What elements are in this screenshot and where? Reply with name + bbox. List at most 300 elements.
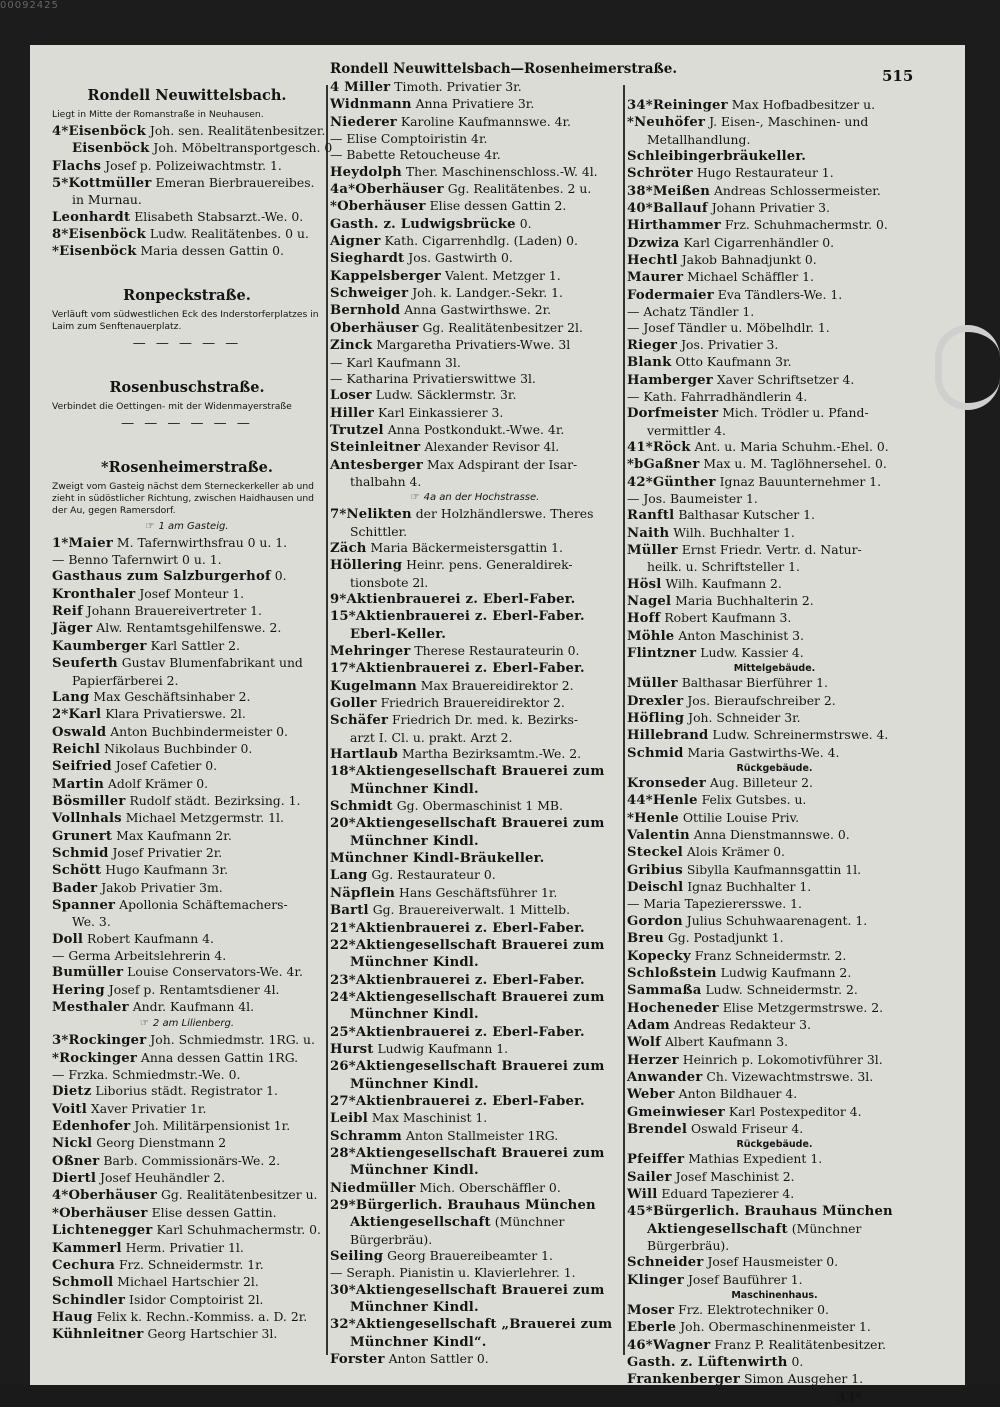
- entry-details: Anton Sattler 0.: [384, 1351, 489, 1367]
- entry-name: Schloßstein: [627, 965, 717, 981]
- entry-name: Forster: [330, 1352, 385, 1368]
- entry-name: Münchner Kindl.: [350, 1007, 479, 1023]
- directory-entry: [627, 304, 922, 320]
- entry-list: [330, 506, 620, 1368]
- directory-entry: [52, 175, 322, 192]
- entry-details: Ignaz Buchhalter 1.: [683, 879, 812, 895]
- entry-name: 5*Kottmüller: [52, 176, 152, 192]
- entry-details: Joh. Obermaschinenmeister 1.: [676, 1319, 871, 1335]
- directory-entry: [330, 457, 620, 474]
- entry-name: 8*Eisenböck: [52, 227, 146, 243]
- entry-details: heilk. u. Schriftsteller 1.: [647, 559, 800, 575]
- entry-details: Xaver Privatier 1r.: [86, 1100, 207, 1116]
- directory-entry: [52, 1326, 322, 1343]
- entry-name: 23*Aktienbrauerei z. Eberl-Faber.: [330, 972, 585, 988]
- directory-entry: [627, 1371, 922, 1388]
- entry-details: — Karl Kaufmann 3l.: [330, 354, 461, 370]
- directory-entry: [627, 745, 922, 762]
- directory-entry: [330, 114, 620, 131]
- entry-details: — Jos. Baumeister 1.: [627, 490, 758, 506]
- street-note: Verbindet die Oettingen- mit der Widenmayerstraße: [52, 400, 292, 412]
- section-marker-label: 1 am Gasteig.: [158, 520, 229, 532]
- directory-entry: [627, 610, 922, 627]
- directory-entry: [627, 269, 922, 286]
- entry-details: Josef Hausmeister 0.: [703, 1254, 839, 1270]
- directory-entry: [627, 593, 922, 610]
- directory-entry: [52, 552, 322, 568]
- entry-name: Gribius: [627, 862, 683, 878]
- entry-details: Gg. Realitätenbesitzer u.: [157, 1187, 318, 1203]
- directory-entry: [52, 793, 322, 810]
- entry-name: Müller: [627, 676, 678, 692]
- directory-entry: [627, 1151, 922, 1168]
- directory-entry: [52, 1309, 322, 1326]
- printer-signature: 33*: [836, 1389, 862, 1406]
- directory-entry: [330, 557, 620, 574]
- entry-name: Herzer: [627, 1052, 679, 1068]
- directory-entry: [627, 423, 922, 439]
- directory-entry: [627, 810, 922, 827]
- directory-entry: [52, 758, 322, 775]
- directory-entry: [52, 1187, 322, 1204]
- entry-name: 4 Miller: [330, 80, 391, 95]
- column-rule-1: [326, 85, 328, 1355]
- entry-details: Alexander Revisor 4l.: [420, 439, 560, 455]
- entry-name: Kopecky: [627, 948, 691, 964]
- directory-entry: [330, 678, 620, 695]
- entry-name: Sailer: [627, 1169, 672, 1185]
- directory-page: [30, 45, 965, 1406]
- directory-entry: [52, 880, 322, 897]
- directory-entry: [627, 1104, 922, 1121]
- entry-name: Maurer: [627, 270, 684, 286]
- entry-name: Niederer: [330, 114, 397, 130]
- entry-name: Breu: [627, 931, 664, 947]
- dash-separator: — — — — — —: [121, 415, 253, 431]
- entry-name: 4*Eisenböck: [52, 124, 146, 139]
- entry-name: Hering: [52, 982, 105, 998]
- entry-name: 28*Aktiengesellschaft Brauerei zum: [330, 1145, 605, 1161]
- entry-name: Eberl-Keller.: [350, 626, 446, 642]
- entry-details: Ignaz Bauunternehmer 1.: [715, 473, 882, 489]
- entry-details: Julius Schuhwaarenagent. 1.: [682, 912, 868, 928]
- entry-name: Bösmiller: [52, 793, 126, 809]
- street-heading: Ronpeckstraße.: [123, 286, 251, 304]
- directory-entry: [627, 354, 922, 371]
- entry-details: Therese Restaurateurin 0.: [410, 643, 580, 658]
- entry-details: Josef Privatier 2r.: [108, 844, 223, 860]
- directory-entry: [627, 1169, 922, 1186]
- entry-name: Diertl: [52, 1171, 97, 1187]
- entry-details: Kath. Cigarrenhdlg. (Laden) 0.: [380, 233, 578, 249]
- directory-entry: [627, 576, 922, 593]
- directory-entry: [52, 999, 322, 1016]
- directory-entry: [330, 867, 620, 884]
- entry-name: Kronthaler: [52, 586, 136, 602]
- directory-entry: [627, 474, 922, 491]
- entry-name: Hösl: [627, 576, 662, 592]
- directory-entry: [330, 320, 620, 337]
- entry-details: Jos. Gastwirth 0.: [404, 250, 513, 266]
- entry-name: Hillebrand: [627, 728, 709, 744]
- directory-entry: [627, 132, 922, 148]
- entry-name: Moser: [627, 1303, 675, 1319]
- entry-name: Flintzner: [627, 646, 697, 661]
- directory-entry: [330, 989, 620, 1006]
- entry-details: Albert Kaufmann 3.: [661, 1034, 789, 1050]
- directory-entry: [52, 1135, 322, 1152]
- entry-name: 34*Reininger: [627, 98, 728, 113]
- building-subheading: Rückgebäude.: [736, 1139, 813, 1151]
- directory-entry: [330, 1006, 620, 1023]
- directory-entry: [627, 1337, 922, 1354]
- directory-entry: [52, 209, 322, 226]
- directory-entry: [627, 775, 922, 792]
- entry-details: Felix Gutsbes. u.: [697, 792, 807, 808]
- entry-name: Aktiengesellschaft: [647, 1221, 788, 1237]
- entry-name: Schmidt: [330, 799, 393, 815]
- entry-details: Bürgerbräu).: [647, 1238, 730, 1253]
- directory-entry: [330, 285, 620, 302]
- entry-details: Anton Maschinist 3.: [674, 627, 804, 643]
- entry-details: Karl Cigarrenhändler 0.: [679, 234, 835, 250]
- entry-name: 18*Aktiengesellschaft Brauerei zum: [330, 764, 605, 780]
- directory-entry: [627, 1121, 922, 1138]
- entry-details: Friedrich Brauereidirektor 2.: [376, 695, 565, 711]
- entry-name: 38*Meißen: [627, 183, 711, 199]
- entry-details: Wilh. Kaufmann 2.: [661, 575, 782, 591]
- entry-details: Ant. u. Maria Schuhm.-Ehel. 0.: [690, 438, 889, 454]
- entry-details: Josef Cafetier 0.: [111, 758, 218, 774]
- entry-details: vermittler 4.: [647, 422, 726, 438]
- entry-name: Steinleitner: [330, 440, 421, 456]
- entry-name: Schindler: [52, 1292, 126, 1308]
- entry-name: Niedmüller: [330, 1180, 416, 1196]
- entry-list: [627, 1151, 922, 1289]
- entry-name: Gordon: [627, 913, 683, 929]
- pointing-hand-icon: ☞: [139, 1018, 149, 1030]
- entry-details: Emeran Bierbrauereibes.: [151, 175, 315, 191]
- entry-details: — Seraph. Pianistin u. Klavierlehrer. 1.: [330, 1265, 576, 1281]
- directory-entry: [627, 542, 922, 559]
- entry-details: — Elise Comptoiristin 4r.: [330, 131, 488, 147]
- page-tab-clip: [935, 325, 1000, 410]
- directory-entry: [627, 844, 922, 861]
- entry-name: Gmeinwieser: [627, 1104, 725, 1120]
- directory-entry: [52, 586, 322, 603]
- directory-entry: [330, 96, 620, 113]
- entry-name: Schmoll: [52, 1275, 114, 1291]
- entry-details: Josef Maschinist 2.: [671, 1168, 795, 1184]
- scan-reference-number: 00092425: [0, 0, 59, 11]
- directory-entry: [627, 982, 922, 999]
- entry-name: Rieger: [627, 337, 678, 353]
- directory-entry: [330, 1093, 620, 1110]
- directory-entry: [330, 302, 620, 319]
- entry-details: Johann Brauereivertreter 1.: [82, 603, 262, 619]
- entry-details: Josef Monteur 1.: [135, 585, 245, 601]
- directory-entry: [330, 268, 620, 285]
- entry-name: Brendel: [627, 1121, 688, 1137]
- entry-details: Aug. Billeteur 2.: [705, 775, 813, 791]
- entry-details: Gg. Obermaschinist 1 MB.: [392, 798, 563, 814]
- entry-name: Schleibingerbräukeller.: [627, 149, 807, 165]
- entry-name: Hiller: [330, 405, 375, 421]
- directory-entry: [627, 1069, 922, 1086]
- entry-name: Seifried: [52, 759, 112, 775]
- directory-entry: [627, 320, 922, 336]
- entry-details: Elise dessen Gattin.: [147, 1204, 277, 1220]
- directory-entry: [330, 885, 620, 902]
- directory-entry: [330, 1180, 620, 1197]
- entry-details: Jakob Privatier 3m.: [97, 879, 223, 895]
- directory-entry: [627, 1052, 922, 1069]
- entry-details: Balthasar Bierführer 1.: [677, 675, 828, 691]
- entry-details: Maria Buchhalterin 2.: [671, 592, 814, 608]
- directory-entry: [330, 79, 620, 96]
- entry-details: Robert Kaufmann 3.: [660, 610, 792, 626]
- entry-details: Rudolf städt. Bezirksing. 1.: [125, 792, 301, 808]
- directory-entry: [330, 1058, 620, 1075]
- directory-entry: [627, 183, 922, 200]
- directory-entry: [627, 675, 922, 692]
- directory-entry: [330, 746, 620, 763]
- directory-entry: [627, 1186, 922, 1203]
- directory-entry: [627, 1319, 922, 1336]
- entry-details: Sibylla Kaufmannsgattin 1l.: [682, 861, 862, 877]
- entry-details: Barb. Commissionärs-We. 2.: [99, 1152, 281, 1168]
- entry-name: Münchner Kindl.: [350, 1163, 479, 1179]
- directory-entry: [330, 422, 620, 439]
- entry-name: Dietz: [52, 1084, 92, 1100]
- entry-details: Simon Ausgeher 1.: [740, 1371, 864, 1387]
- entry-details: Karl Schuhmachermstr. 0.: [152, 1222, 321, 1238]
- entry-name: Blank: [627, 355, 672, 371]
- directory-entry: [330, 833, 620, 850]
- entry-name: Lichtenegger: [52, 1223, 153, 1239]
- entry-details: Heinrich p. Lokomotivführer 3l.: [678, 1051, 883, 1067]
- directory-entry: [627, 287, 922, 304]
- directory-entry: [627, 1203, 922, 1220]
- entry-name: Höllering: [330, 558, 403, 574]
- entry-list: [52, 123, 333, 261]
- pointing-hand-icon: ☞: [145, 520, 155, 532]
- entry-name: Münchner Kindl.: [350, 955, 479, 971]
- entry-name: Antesberger: [330, 457, 424, 473]
- directory-entry: [52, 140, 333, 157]
- directory-entry: [52, 1274, 322, 1291]
- entry-name: Sieghardt: [330, 251, 405, 267]
- directory-entry: [330, 608, 620, 625]
- entry-name: Leibl: [330, 1111, 368, 1127]
- entry-details: Michael Schäffler 1.: [683, 269, 814, 285]
- entry-name: Kühnleitner: [52, 1327, 144, 1343]
- directory-entry: [627, 710, 922, 727]
- entry-details: Otto Kaufmann 3r.: [671, 354, 792, 370]
- directory-entry: [52, 689, 322, 706]
- entry-name: Zinck: [330, 338, 373, 354]
- entry-name: Mehringer: [330, 644, 411, 659]
- street-heading: Rosenbuschstraße.: [109, 378, 265, 396]
- directory-entry: [627, 930, 922, 947]
- entry-name: 46*Wagner: [627, 1337, 711, 1353]
- entry-name: Bumüller: [52, 965, 124, 981]
- directory-entry: [627, 439, 922, 456]
- entry-name: Steckel: [627, 845, 683, 861]
- page-number: 515: [882, 67, 914, 85]
- directory-entry: [627, 879, 922, 896]
- entry-details: Papierfärberei 2.: [72, 672, 179, 688]
- street-note: Verläuft vom südwestlichen Eck des Inderstorferplatzes in Laim zum Senftenauerplatz.: [52, 308, 319, 332]
- entry-name: Kammerl: [52, 1240, 122, 1256]
- section-marker-label: 2 am Lilienberg.: [152, 1018, 235, 1030]
- entry-list: [52, 1032, 322, 1343]
- directory-entry: [627, 389, 922, 405]
- entry-details: Anton Buchbindermeister 0.: [106, 723, 288, 739]
- directory-entry: [627, 491, 922, 507]
- entry-details: Ludwig Kaufmann 1.: [373, 1040, 509, 1056]
- entry-details: Max Maschinist 1.: [367, 1110, 488, 1126]
- entry-details: Frz. Elektrotechniker 0.: [674, 1302, 829, 1318]
- entry-name: Seuferth: [52, 656, 118, 672]
- entry-details: Friedrich Dr. med. k. Bezirks-: [388, 712, 579, 728]
- entry-details: Nikolaus Buchbinder 0.: [100, 740, 253, 756]
- directory-entry: [52, 982, 322, 999]
- entry-details: Anton Stallmeister 1RG.: [401, 1127, 559, 1143]
- entry-name: Frankenberger: [627, 1372, 741, 1388]
- entry-name: Will: [627, 1186, 658, 1202]
- entry-details: Ludw. Realitätenbes. 0 u.: [145, 226, 309, 242]
- entry-name: Schött: [52, 863, 102, 879]
- entry-details: Eva Tändlers-We. 1.: [713, 286, 843, 302]
- directory-entry: [627, 896, 922, 912]
- running-head: Rondell Neuwittelsbach—Rosenheimerstraße.: [330, 61, 678, 77]
- directory-entry: [330, 695, 620, 712]
- directory-entry: [627, 200, 922, 217]
- entry-details: der Holzhändlerswe. Theres: [411, 506, 594, 522]
- entry-details: Maria Gastwirths-We. 4.: [683, 744, 840, 760]
- building-subheading: Rückgebäude.: [736, 763, 813, 775]
- directory-entry: [627, 693, 922, 710]
- entry-name: Reichl: [52, 741, 101, 757]
- entry-details: 0.: [515, 215, 532, 231]
- entry-name: Hoff: [627, 611, 661, 627]
- entry-details: Joh. Schmiedmstr. 1RG. u.: [146, 1032, 315, 1048]
- entry-name: 24*Aktiengesellschaft Brauerei zum: [330, 989, 605, 1005]
- entry-details: Hugo Restaurateur 1.: [692, 165, 834, 181]
- directory-entry: [330, 1248, 620, 1265]
- entry-name: Kugelmann: [330, 678, 417, 694]
- street-note: Zweigt vom Gasteig nächst dem Sterneckerkeller ab und zieht in südöstlicher Richtung, zwischen Haidhausen und der Au, gegen Ramersdorf.: [52, 480, 314, 516]
- entry-details: — Babette Retoucheuse 4r.: [330, 147, 501, 163]
- directory-entry: [52, 1067, 322, 1083]
- entry-name: 32*Aktiengesellschaft „Brauerei zum: [330, 1317, 613, 1333]
- entry-details: Max Geschäftsinhaber 2.: [89, 688, 251, 704]
- directory-entry: [330, 337, 620, 354]
- directory-entry: [52, 673, 322, 689]
- entry-details: Anna Privatiere 3r.: [411, 96, 535, 112]
- entry-name: Naith: [627, 525, 670, 541]
- directory-entry: [330, 626, 620, 643]
- entry-name: Aktiengesellschaft: [350, 1215, 491, 1231]
- entry-details: Timoth. Privatier 3r.: [390, 79, 522, 94]
- entry-name: Bartl: [330, 903, 369, 919]
- entry-details: Max Hofbadbesitzer u.: [727, 97, 876, 112]
- entry-name: 4a*Oberhäuser: [330, 182, 444, 198]
- directory-entry: [330, 1282, 620, 1299]
- directory-entry: [330, 540, 620, 557]
- directory-entry: [52, 243, 322, 260]
- section-marker-label: 4a an der Hochstrasse.: [423, 492, 540, 504]
- entry-name: 17*Aktienbrauerei z. Eberl-Faber.: [330, 661, 585, 677]
- entry-name: Trutzel: [330, 422, 384, 438]
- entry-name: Müller: [627, 542, 678, 558]
- directory-entry: [330, 1128, 620, 1145]
- directory-entry: [52, 1222, 322, 1239]
- directory-entry: [330, 1024, 620, 1041]
- entry-details: Hugo Kaufmann 3r.: [101, 862, 229, 878]
- entry-details: Valent. Metzger 1.: [441, 267, 561, 283]
- directory-entry: [330, 798, 620, 815]
- pointing-hand-icon: ☞: [410, 492, 420, 504]
- entry-details: Alois Krämer 0.: [682, 844, 785, 860]
- entry-name: Bader: [52, 880, 98, 896]
- entry-name: Oswald: [52, 724, 107, 740]
- entry-name: 20*Aktiengesellschaft Brauerei zum: [330, 816, 605, 832]
- street-heading: Rondell Neuwittelsbach.: [87, 87, 287, 104]
- directory-entry: [52, 568, 322, 585]
- entry-details: Robert Kaufmann 4.: [83, 930, 214, 946]
- directory-entry: [627, 337, 922, 354]
- entry-name: *Oberhäuser: [52, 1205, 148, 1221]
- directory-entry: [330, 1145, 620, 1162]
- entry-name: Münchner Kindl.: [350, 833, 479, 849]
- entry-details: — Frzka. Schmiedmstr.-We. 0.: [52, 1067, 241, 1083]
- entry-details: (Münchner: [490, 1214, 565, 1230]
- entry-name: Haug: [52, 1309, 93, 1325]
- directory-entry: [330, 643, 620, 660]
- entry-name: Spanner: [52, 897, 116, 913]
- entry-name: Münchner Kindl“.: [350, 1334, 487, 1350]
- entry-name: Gasth. z. Ludwigsbrücke: [330, 216, 516, 232]
- directory-entry: [330, 1076, 620, 1093]
- directory-entry: [330, 1041, 620, 1058]
- entry-details: Ludw. Schneidermstr. 2.: [701, 982, 858, 998]
- entry-details: Oswald Friseur 4.: [687, 1120, 804, 1136]
- entry-details: Georg Brauereibeamter 1.: [383, 1248, 553, 1264]
- directory-entry: [627, 525, 922, 542]
- directory-entry: [330, 1197, 620, 1214]
- section-marker: [52, 519, 322, 535]
- entry-name: Widnmann: [330, 97, 412, 113]
- entry-list: [330, 79, 620, 490]
- directory-entry: [330, 1334, 620, 1351]
- entry-details: 0.: [787, 1354, 804, 1370]
- entry-list: [52, 535, 322, 1017]
- entry-details: Felix k. Rechn.-Kommiss. a. D. 2r.: [92, 1308, 308, 1324]
- entry-details: Xaver Schriftsetzer 4.: [712, 371, 855, 387]
- directory-entry: [330, 131, 620, 147]
- entry-name: Voitl: [52, 1101, 87, 1117]
- directory-entry: [52, 192, 322, 208]
- directory-entry: [627, 862, 922, 879]
- entry-details: Frz. Schneidermstr. 1r.: [115, 1256, 264, 1272]
- entry-details: Jos. Privatier 3.: [677, 336, 779, 352]
- entry-details: Anna Dienstmannswe. 0.: [689, 827, 850, 843]
- directory-entry: [52, 158, 322, 175]
- directory-entry: [330, 1351, 620, 1368]
- directory-entry: [52, 1032, 322, 1049]
